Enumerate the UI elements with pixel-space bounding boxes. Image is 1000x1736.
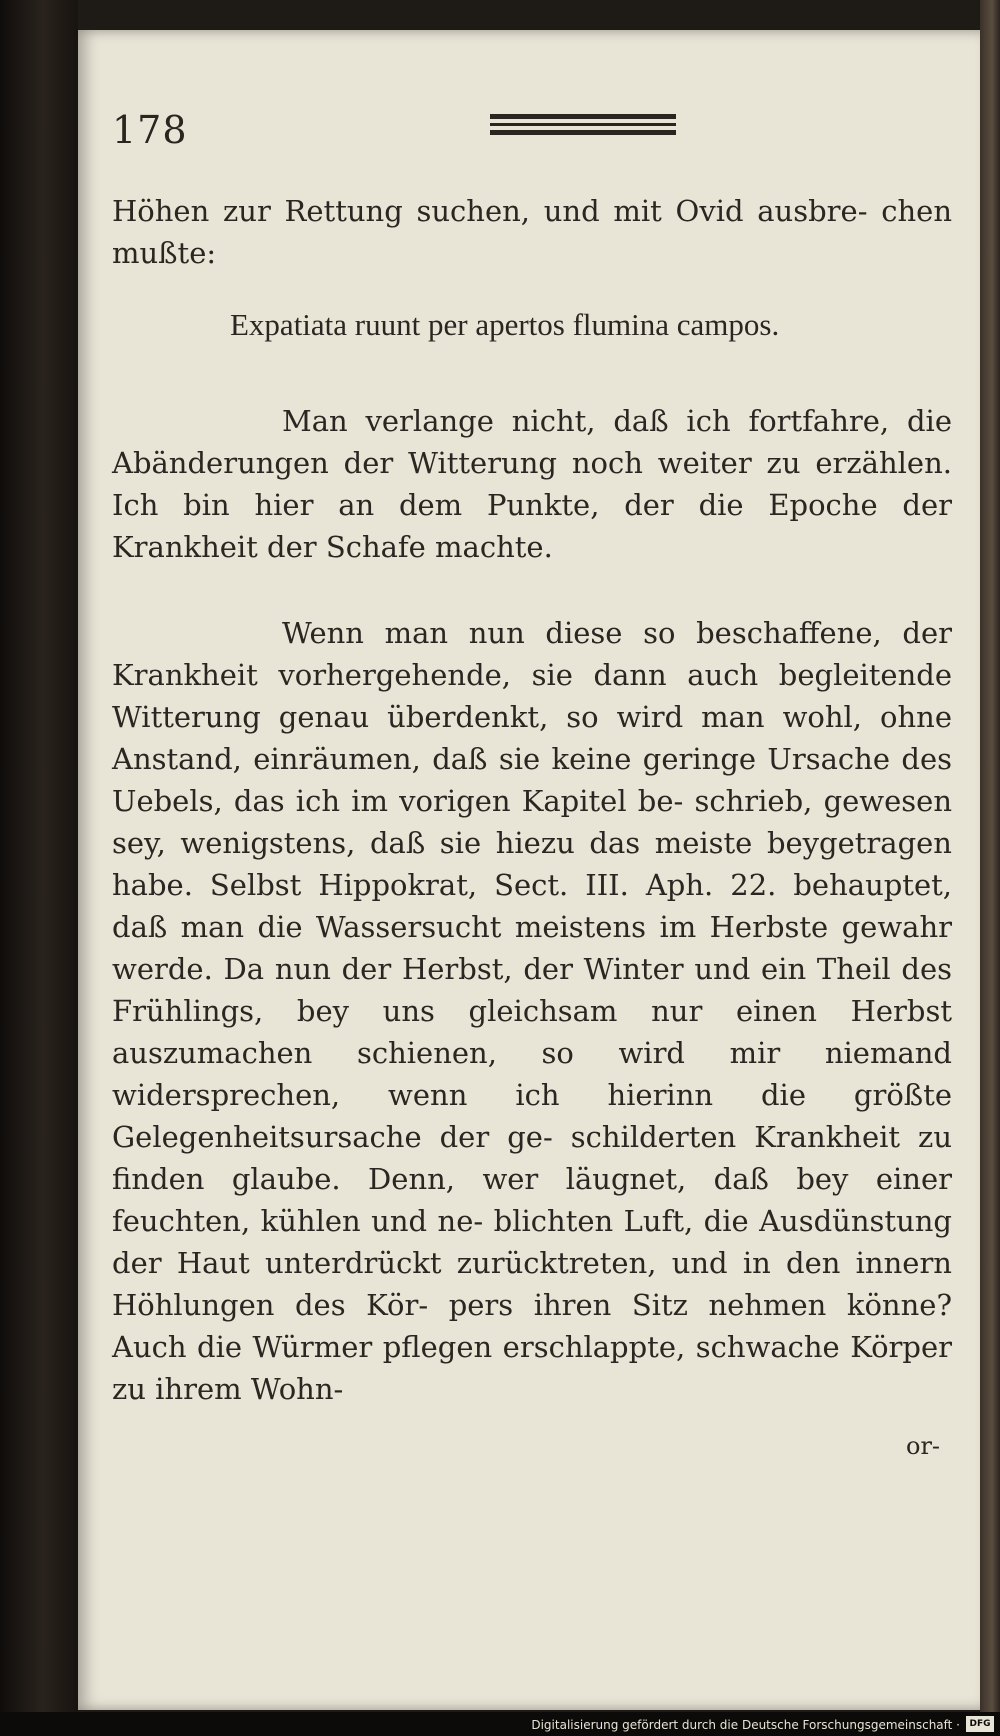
paragraph-continuation: Höhen zur Rettung suchen, und mit Ovid ausbre- chen mußte: xyxy=(112,194,952,270)
page-number: 178 xyxy=(112,108,188,152)
book-spine-left xyxy=(0,0,78,1736)
paragraph: Man verlange nicht, daß ich fortfahre, die Abänderungen der Witterung noch weiter zu erzählen. Ich bin hier an dem Punkte, der die Epoche der Krankheit der Schafe machte. xyxy=(112,404,952,564)
catchword: or- xyxy=(906,1432,941,1460)
footer-credit: Digitalisierung gefördert durch die Deutsche Forschungsgemeinschaft · xyxy=(531,1718,960,1732)
paragraph: Wenn man nun diese so beschaffene, der Krankheit vorhergehende, sie dann auch begleitende Witterung genau überdenkt, so wird man wohl, ohne Anstand, einräumen, daß sie keine geringe Ursache des Uebels, das ich im vorigen Kapitel be- schrieb, gewesen sey, wenigstens, daß sie hiezu das meiste beygetragen habe. Selbst Hippokrat, Sect. III. Aph. 22. behauptet, daß man die Wassersucht meistens im Herbste gewahr werde. Da nun der Herbst, der Winter und ein Theil des Frühlings, bey uns gleichsam nur einen Herbst auszumachen schienen, so wird mir niemand widersprechen, wenn ich hierinn die größte Gelegenheitsursache der ge- schilderten Krankheit zu finden glaube. Denn, wer läugnet, daß bey einer feuchten, kühlen und ne- blichten Luft, die Ausdünstung der Haut unterdrückt zurücktreten, und in den innern Höhlungen des Kör- pers ihren Sitz nehmen könne? Auch die Würmer pflegen erschlappte, schwache Körper zu ihrem Wohn- xyxy=(112,616,952,1406)
dfg-logo-icon: DFG xyxy=(966,1716,994,1732)
digitization-footer xyxy=(0,1712,1000,1736)
page-header xyxy=(112,108,932,158)
book-spine-right xyxy=(980,0,1000,1736)
latin-quotation: Expatiata ruunt per apertos flumina campos. xyxy=(230,307,780,342)
page-body-text xyxy=(112,190,952,1410)
header-ornament-rule xyxy=(490,114,676,144)
